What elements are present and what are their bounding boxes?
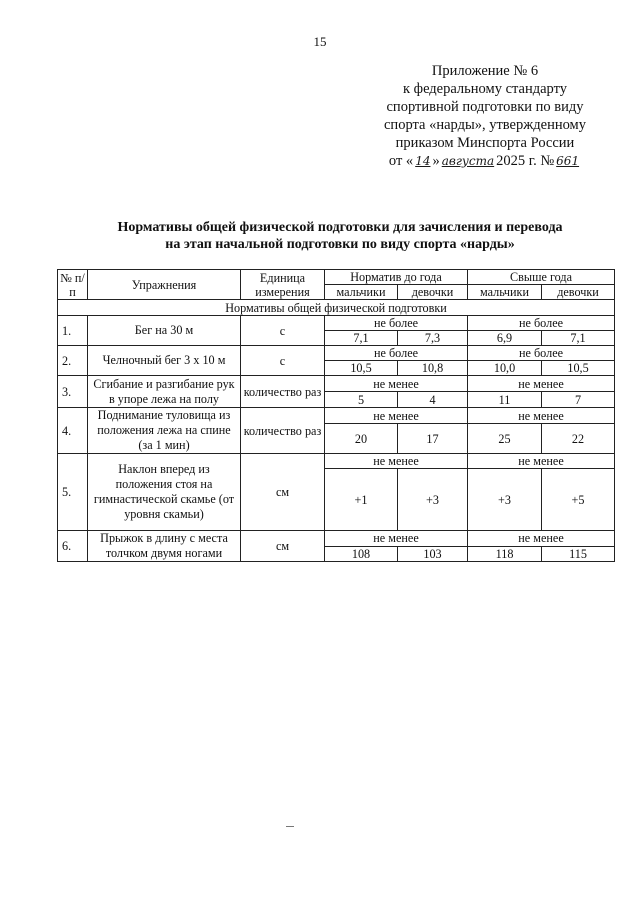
row-exercise: Поднимание туловища из положения лежа на спине (за 1 мин) [88,408,241,454]
document-title [40,219,640,253]
header-norm-over-year: Свыше года [468,270,615,285]
row-condition: не более [468,346,615,361]
value-cell: 22 [542,424,615,454]
value-cell: 115 [542,546,615,562]
date-prefix: от « [388,153,414,169]
row-unit: см [241,454,325,531]
value-cell: 118 [468,546,542,562]
value-cell: 10,5 [325,361,398,376]
value-cell: 7 [542,392,615,408]
header-unit: Единица измерения [241,270,325,300]
handwritten-day: 14 [415,154,431,168]
appendix-line: к федеральному стандарту [403,81,567,97]
header-exercise: Упражнения [88,270,241,300]
row-num: 6. [58,531,88,562]
value-cell: 4 [398,392,468,408]
appendix-line: спортивной подготовки по виду [386,99,584,115]
appendix-block [356,62,614,170]
date-mid: » [432,153,440,169]
row-exercise: Прыжок в длину с места толчком двумя ногами [88,531,241,562]
section-title: Нормативы общей физической подготовки [58,300,615,316]
row-exercise: Челночный бег 3 х 10 м [88,346,241,376]
title-line: на этап начальной подготовки по виду спорта «нарды» [165,237,515,252]
value-cell: +3 [468,469,542,531]
row-condition: не менее [325,531,468,547]
row-condition: не менее [325,454,468,469]
row-unit: количество раз [241,408,325,454]
title-line: Нормативы общей физической подготовки для зачисления и перевода [117,220,563,235]
row-condition: не менее [325,376,468,392]
value-cell: 108 [325,546,398,562]
value-cell: +5 [542,469,615,531]
row-unit: см [241,531,325,562]
handwritten-month: августа [441,154,495,168]
row-exercise: Бег на 30 м [88,316,241,346]
value-cell: 7,1 [542,331,615,346]
row-num: 4. [58,408,88,454]
row-condition: не более [325,316,468,331]
header-girls: девочки [398,285,468,300]
row-unit: с [241,346,325,376]
row-num: 3. [58,376,88,408]
appendix-line: приказом Минспорта России [395,135,575,151]
row-condition: не менее [468,531,615,547]
value-cell: 7,1 [325,331,398,346]
row-condition: не менее [468,454,615,469]
row-unit: количество раз [241,376,325,408]
value-cell: 17 [398,424,468,454]
header-boys: мальчики [468,285,542,300]
header-num: № п/п [58,270,88,300]
header-girls: девочки [542,285,615,300]
value-cell: 10,8 [398,361,468,376]
row-num: 5. [58,454,88,531]
scan-mark [286,826,294,827]
value-cell: 5 [325,392,398,408]
value-cell: 20 [325,424,398,454]
row-condition: не более [325,346,468,361]
appendix-line: спорта «нарды», утвержденному [384,117,586,133]
row-num: 2. [58,346,88,376]
row-condition: не более [468,316,615,331]
row-unit: с [241,316,325,346]
header-norm-until-year: Норматив до года [325,270,468,285]
row-condition: не менее [325,408,468,424]
row-exercise: Сгибание и разгибание рук в упоре лежа на полу [88,376,241,408]
value-cell: +1 [325,469,398,531]
value-cell: 10,0 [468,361,542,376]
value-cell: 11 [468,392,542,408]
page-number: 15 [313,34,327,49]
value-cell: 103 [398,546,468,562]
value-cell: 25 [468,424,542,454]
row-exercise: Наклон вперед из положения стоя на гимнастической скамье (от уровня скамьи) [88,454,241,531]
value-cell: +3 [398,469,468,531]
date-year: 2025 г. № [496,153,555,169]
handwritten-order-number: 661 [556,154,580,168]
row-num: 1. [58,316,88,346]
appendix-date-line [356,152,614,170]
row-condition: не менее [468,408,615,424]
value-cell: 10,5 [542,361,615,376]
value-cell: 7,3 [398,331,468,346]
norms-table [57,269,615,562]
appendix-line: Приложение № 6 [431,63,539,79]
row-condition: не менее [468,376,615,392]
value-cell: 6,9 [468,331,542,346]
header-boys: мальчики [325,285,398,300]
